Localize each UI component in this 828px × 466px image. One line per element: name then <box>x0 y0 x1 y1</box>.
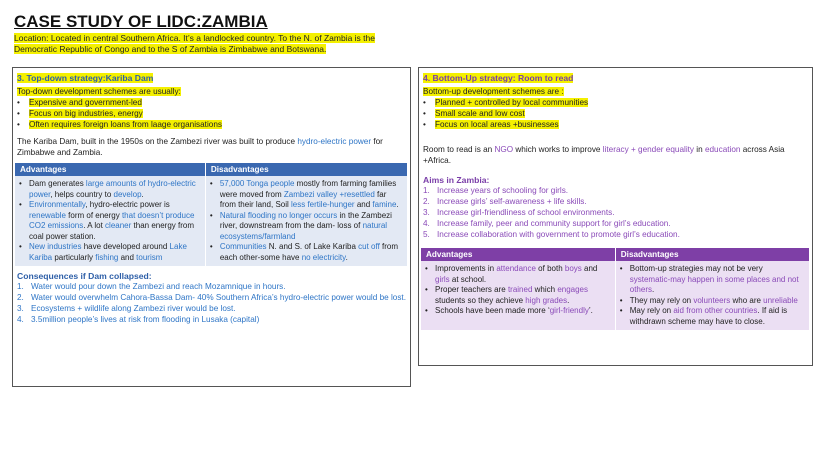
list-item: • Improvements in attendance of both boys and girls at school. <box>425 264 611 285</box>
list-item: • New industries have developed around Lake Kariba particularly fishing and tourism <box>19 242 201 263</box>
disadvantages-header: Disadvantages <box>615 248 809 261</box>
bottom-up-intro: Bottom-up development schemes are : <box>423 87 564 96</box>
advantages-cell <box>15 176 205 266</box>
bottom-up-heading: 4. Bottom-Up strategy: Room to read <box>423 73 574 83</box>
room-to-read-table <box>421 248 810 330</box>
advantages-header: Advantages <box>15 163 205 176</box>
list-item: 3. Increase girl-friendliness of school environments. <box>423 208 615 217</box>
room-to-read-paragraph: Room to read is an NGO which works to improve literacy + gender equality in education across Asia +Africa. <box>423 145 785 165</box>
bottom-up-panel <box>418 67 813 366</box>
disadvantages-cell <box>615 261 809 330</box>
list-item: • Focus on local areas +businesses <box>423 119 812 130</box>
list-item: 4. 3.5million people’s lives at risk from flooding in Lusaka (capital) <box>17 315 260 324</box>
list-item: • Natural flooding no longer occurs in the Zambezi river, downstream from the dam- loss of natural ecosystems/farmland <box>210 211 403 243</box>
list-item: • Small scale and low cost <box>423 108 812 119</box>
list-item: • Dam generates large amounts of hydro-electric power, helps country to develop. <box>19 179 201 200</box>
list-item: 3. Ecosystems + wildlife along Zambezi river would be lost. <box>17 304 236 313</box>
list-item: • Often requires foreign loans from laage organisations <box>17 119 410 130</box>
top-down-bullets <box>17 97 410 130</box>
list-item: • Schools have been made more ‘girl-friendly’. <box>425 306 611 317</box>
list-item: 2. Water would overwhelm Cahora-Bassa Dam- 40% Southern Africa’s hydro-electric power would be lost. <box>17 293 406 302</box>
disadvantages-cell <box>205 176 407 266</box>
bottom-up-bullets <box>423 97 812 130</box>
kariba-table <box>15 163 408 266</box>
disadvantages-header: Disadvantages <box>205 163 407 176</box>
list-item: • 57,000 Tonga people mostly from farming families were moved from Zambezi valley +resettled far from their land, Soil less fertile-hunger and famine. <box>210 179 403 211</box>
list-item: • May rely on aid from other countries. If aid is withdrawn scheme may have to close. <box>620 306 805 327</box>
list-item: • Bottom-up strategies may not be very systematic-may happen in some places and not others. <box>620 264 805 296</box>
list-item: 4. Increase family, peer and community support for girl’s education. <box>423 219 671 228</box>
list-item: • Environmentally, hydro-electric power is renewable form of energy that doesn’t produce CO2 emissions. A lot cleaner than energy from coal power station. <box>19 200 201 242</box>
top-down-heading: 3. Top-down strategy:Kariba Dam <box>17 73 154 83</box>
list-item: • Proper teachers are trained which engages students so they achieve high grades. <box>425 285 611 306</box>
top-down-panel <box>12 67 411 387</box>
page-title: CASE STUDY OF LIDC:ZAMBIA <box>14 12 268 31</box>
list-item: • Planned + controlled by local communities <box>423 97 812 108</box>
aims-heading: Aims in Zambia: <box>423 175 490 185</box>
top-down-intro: Top-down development schemes are usually: <box>17 87 181 96</box>
location-text: Location: Located in central Southern Africa. It’s a landlocked country. To the N. of Zambia is the Democratic Republic of Congo and to the S of Zambia is Zimbabwe and Botswana. <box>14 33 375 54</box>
consequences-list <box>17 281 410 325</box>
list-item: 1. Water would pour down the Zambezi and reach Mozamnique in hours. <box>17 282 286 291</box>
list-item: 1. Increase years of schooling for girls. <box>423 186 569 195</box>
kariba-paragraph: The Kariba Dam, built in the 1950s on the Zambezi river was built to produce hydro-electric power for Zimbabwe and Zambia. <box>17 137 383 157</box>
aims-list <box>423 185 812 240</box>
list-item: 5. Increase collaboration with government to promote girl’s education. <box>423 230 680 239</box>
list-item: 2. Increase girls’ self-awareness + life skills. <box>423 197 587 206</box>
list-item: • Communities N. and S. of Lake Kariba cut off from each other-some have no electricity. <box>210 242 403 263</box>
list-item: • They may rely on volunteers who are unreliable <box>620 296 805 307</box>
list-item: • Focus on big industries, energy <box>17 108 410 119</box>
advantages-cell <box>421 261 615 330</box>
advantages-header: Advantages <box>421 248 615 261</box>
list-item: • Expensive and government-led <box>17 97 410 108</box>
consequences-heading: Consequences if Dam collapsed: <box>17 271 152 281</box>
